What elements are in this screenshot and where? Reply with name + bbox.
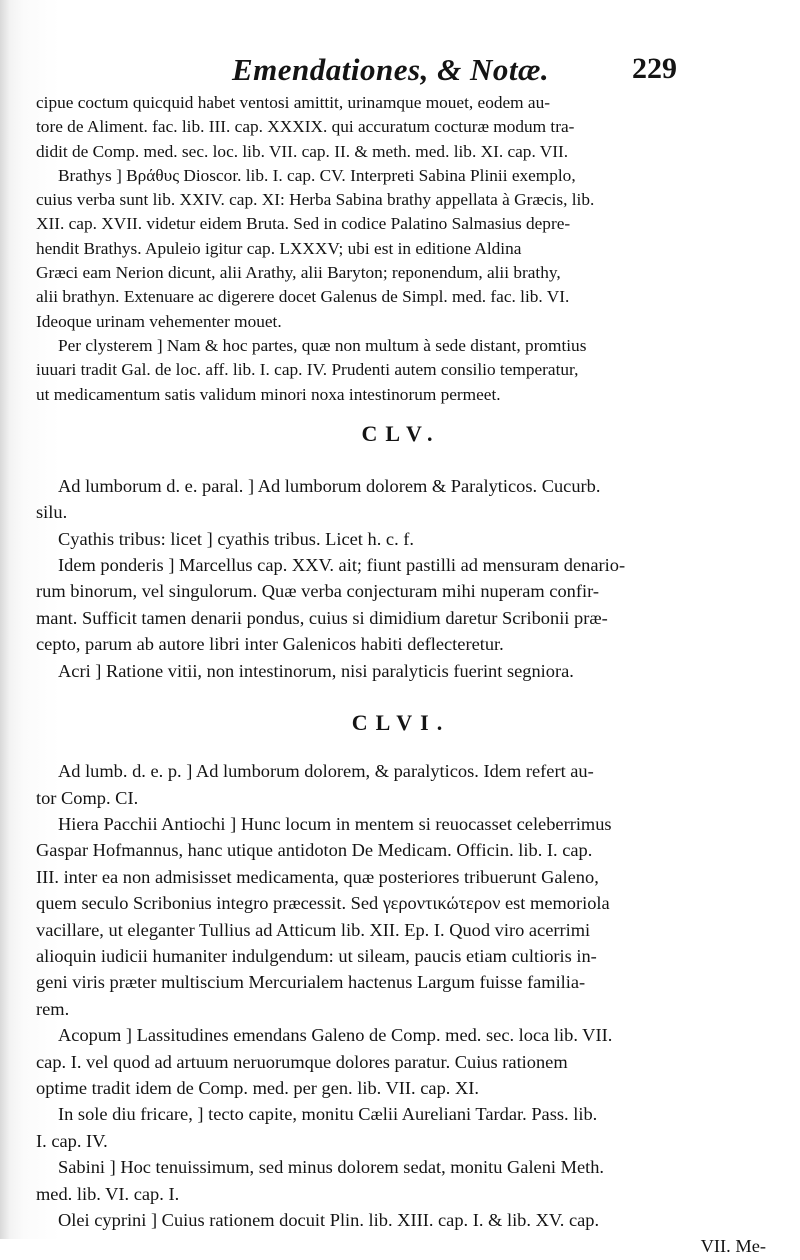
- text-line: Idem ponderis ] Marcellus cap. XXV. ait; fiunt pastilli ad mensuram denario-: [58, 555, 626, 576]
- note-154-continued: [36, 91, 766, 407]
- text-line: rem.: [36, 998, 70, 1019]
- text-line: iuuari tradit Gal. de loc. aff. lib. I. cap. IV. Prudenti autem consilio temperatur,: [36, 360, 579, 380]
- text-line: Per clysterem ] Nam & hoc partes, quæ non multum à sede distant, promtius: [58, 335, 587, 355]
- text-line: Ad lumb. d. e. p. ] Ad lumborum dolorem, & paralyticos. Idem refert au-: [58, 761, 594, 782]
- page-body: [36, 91, 766, 1260]
- text-line: vacillare, ut eleganter Tullius ad Atticum lib. XII. Ep. I. Quod viro acerrimi: [36, 919, 591, 940]
- text-line: silu.: [36, 502, 68, 523]
- text-line: alii brathyn. Extenuare ac digerere docet Galenus de Simpl. med. fac. lib. VI.: [36, 287, 570, 307]
- text-line: III. inter ea non admisisset medicamenta, quæ posteriores tribuerunt Galeno,: [36, 866, 599, 887]
- text-line: hendit Brathys. Apuleio igitur cap. LXXXV; ubi est in editione Aldina: [36, 238, 522, 258]
- text-line: ut medicamentum satis validum minori noxa intestinorum permeet.: [36, 384, 501, 404]
- catchword-line: VII. Me-: [700, 1236, 766, 1257]
- text-line: mant. Sufficit tamen denarii pondus, cuius si dimidium daretur Scribonii præ-: [36, 607, 608, 628]
- section-heading-156: CLVI.: [351, 710, 451, 736]
- text-line: Acopum ] Lassitudines emendans Galeno de Comp. med. sec. loca lib. VII.: [58, 1025, 613, 1046]
- page-header: [0, 52, 800, 92]
- section-heading-155: CLV.: [361, 420, 441, 446]
- text-line: I. cap. IV.: [36, 1130, 108, 1151]
- page-number: 229: [632, 52, 677, 85]
- text-line: geni viris præter multiscium Mercurialem hactenus Largum fuisse familia-: [36, 972, 586, 993]
- text-line: didit de Comp. med. sec. loc. lib. VII. cap. II. & meth. med. lib. XI. cap. VII.: [36, 141, 569, 161]
- text-line: quem seculo Scribonius integro præcessit. Sed γεροντικώτερον est memoriola: [36, 893, 610, 914]
- text-line: In sole diu fricare, ] tecto capite, monitu Cælii Aureliani Tardar. Pass. lib.: [58, 1104, 598, 1125]
- text-line: Olei cyprini ] Cuius rationem docuit Plin. lib. XIII. cap. I. & lib. XV. cap.: [58, 1210, 600, 1231]
- text-line: cap. I. vel quod ad artuum neruorumque dolores paratur. Cuius rationem: [36, 1051, 568, 1072]
- text-line: Hiera Pacchii Antiochi ] Hunc locum in mentem si reuocasset celeberrimus: [58, 813, 612, 834]
- text-line: XII. cap. XVII. videtur eidem Bruta. Sed in codice Palatino Salmasius depre-: [36, 214, 571, 234]
- text-line: optime tradit idem de Comp. med. per gen. lib. VII. cap. XI.: [36, 1077, 479, 1098]
- text-line: Græci eam Nerion dicunt, alii Arathy, alii Baryton; reponendum, alii brathy,: [36, 263, 561, 283]
- text-line: med. lib. VI. cap. I.: [36, 1183, 180, 1204]
- text-line: tore de Aliment. fac. lib. III. cap. XXXIX. qui accuratum cocturæ modum tra-: [36, 117, 575, 137]
- text-line: Brathys ] Βράθυς Dioscor. lib. I. cap. CV. Interpreti Sabina Plinii exemplo,: [58, 165, 576, 185]
- text-line: cuius verba sunt lib. XXIV. cap. XI: Herba Sabina brathy appellata à Græcis, lib.: [36, 190, 595, 210]
- text-line: alioquin iudicii humaniter indulgendum: ut sileam, paucis etiam cultioris in-: [36, 945, 597, 966]
- text-line: Cyathis tribus: licet ] cyathis tribus. Licet h. c. f.: [58, 528, 414, 549]
- text-line: Ideoque urinam vehementer mouet.: [36, 311, 282, 331]
- text-line: Acri ] Ratione vitii, non intestinorum, nisi paralyticis fuerint segniora.: [58, 660, 574, 681]
- text-line: rum binorum, vel singulorum. Quæ verba conjecturam mihi nuperam confir-: [36, 581, 599, 602]
- section-156-notes: [36, 758, 766, 1260]
- text-line: Gaspar Hofmannus, hanc utique antidoton De Medicam. Officin. lib. I. cap.: [36, 840, 593, 861]
- text-line: cipue coctum quicquid habet ventosi amittit, urinamque mouet, eodem au-: [36, 93, 550, 112]
- section-155-notes: [36, 473, 766, 684]
- text-line: Sabini ] Hoc tenuissimum, sed minus dolorem sedat, monitu Galeni Meth.: [58, 1157, 605, 1178]
- text-line: tor Comp. CI.: [36, 787, 139, 808]
- text-line: Ad lumborum d. e. paral. ] Ad lumborum dolorem & Paralyticos. Cucurb.: [58, 475, 601, 496]
- text-line: cepto, parum ab autore libri inter Galenicos habiti deflecteretur.: [36, 634, 504, 655]
- running-title: Emendationes, & Notæ.: [232, 52, 550, 87]
